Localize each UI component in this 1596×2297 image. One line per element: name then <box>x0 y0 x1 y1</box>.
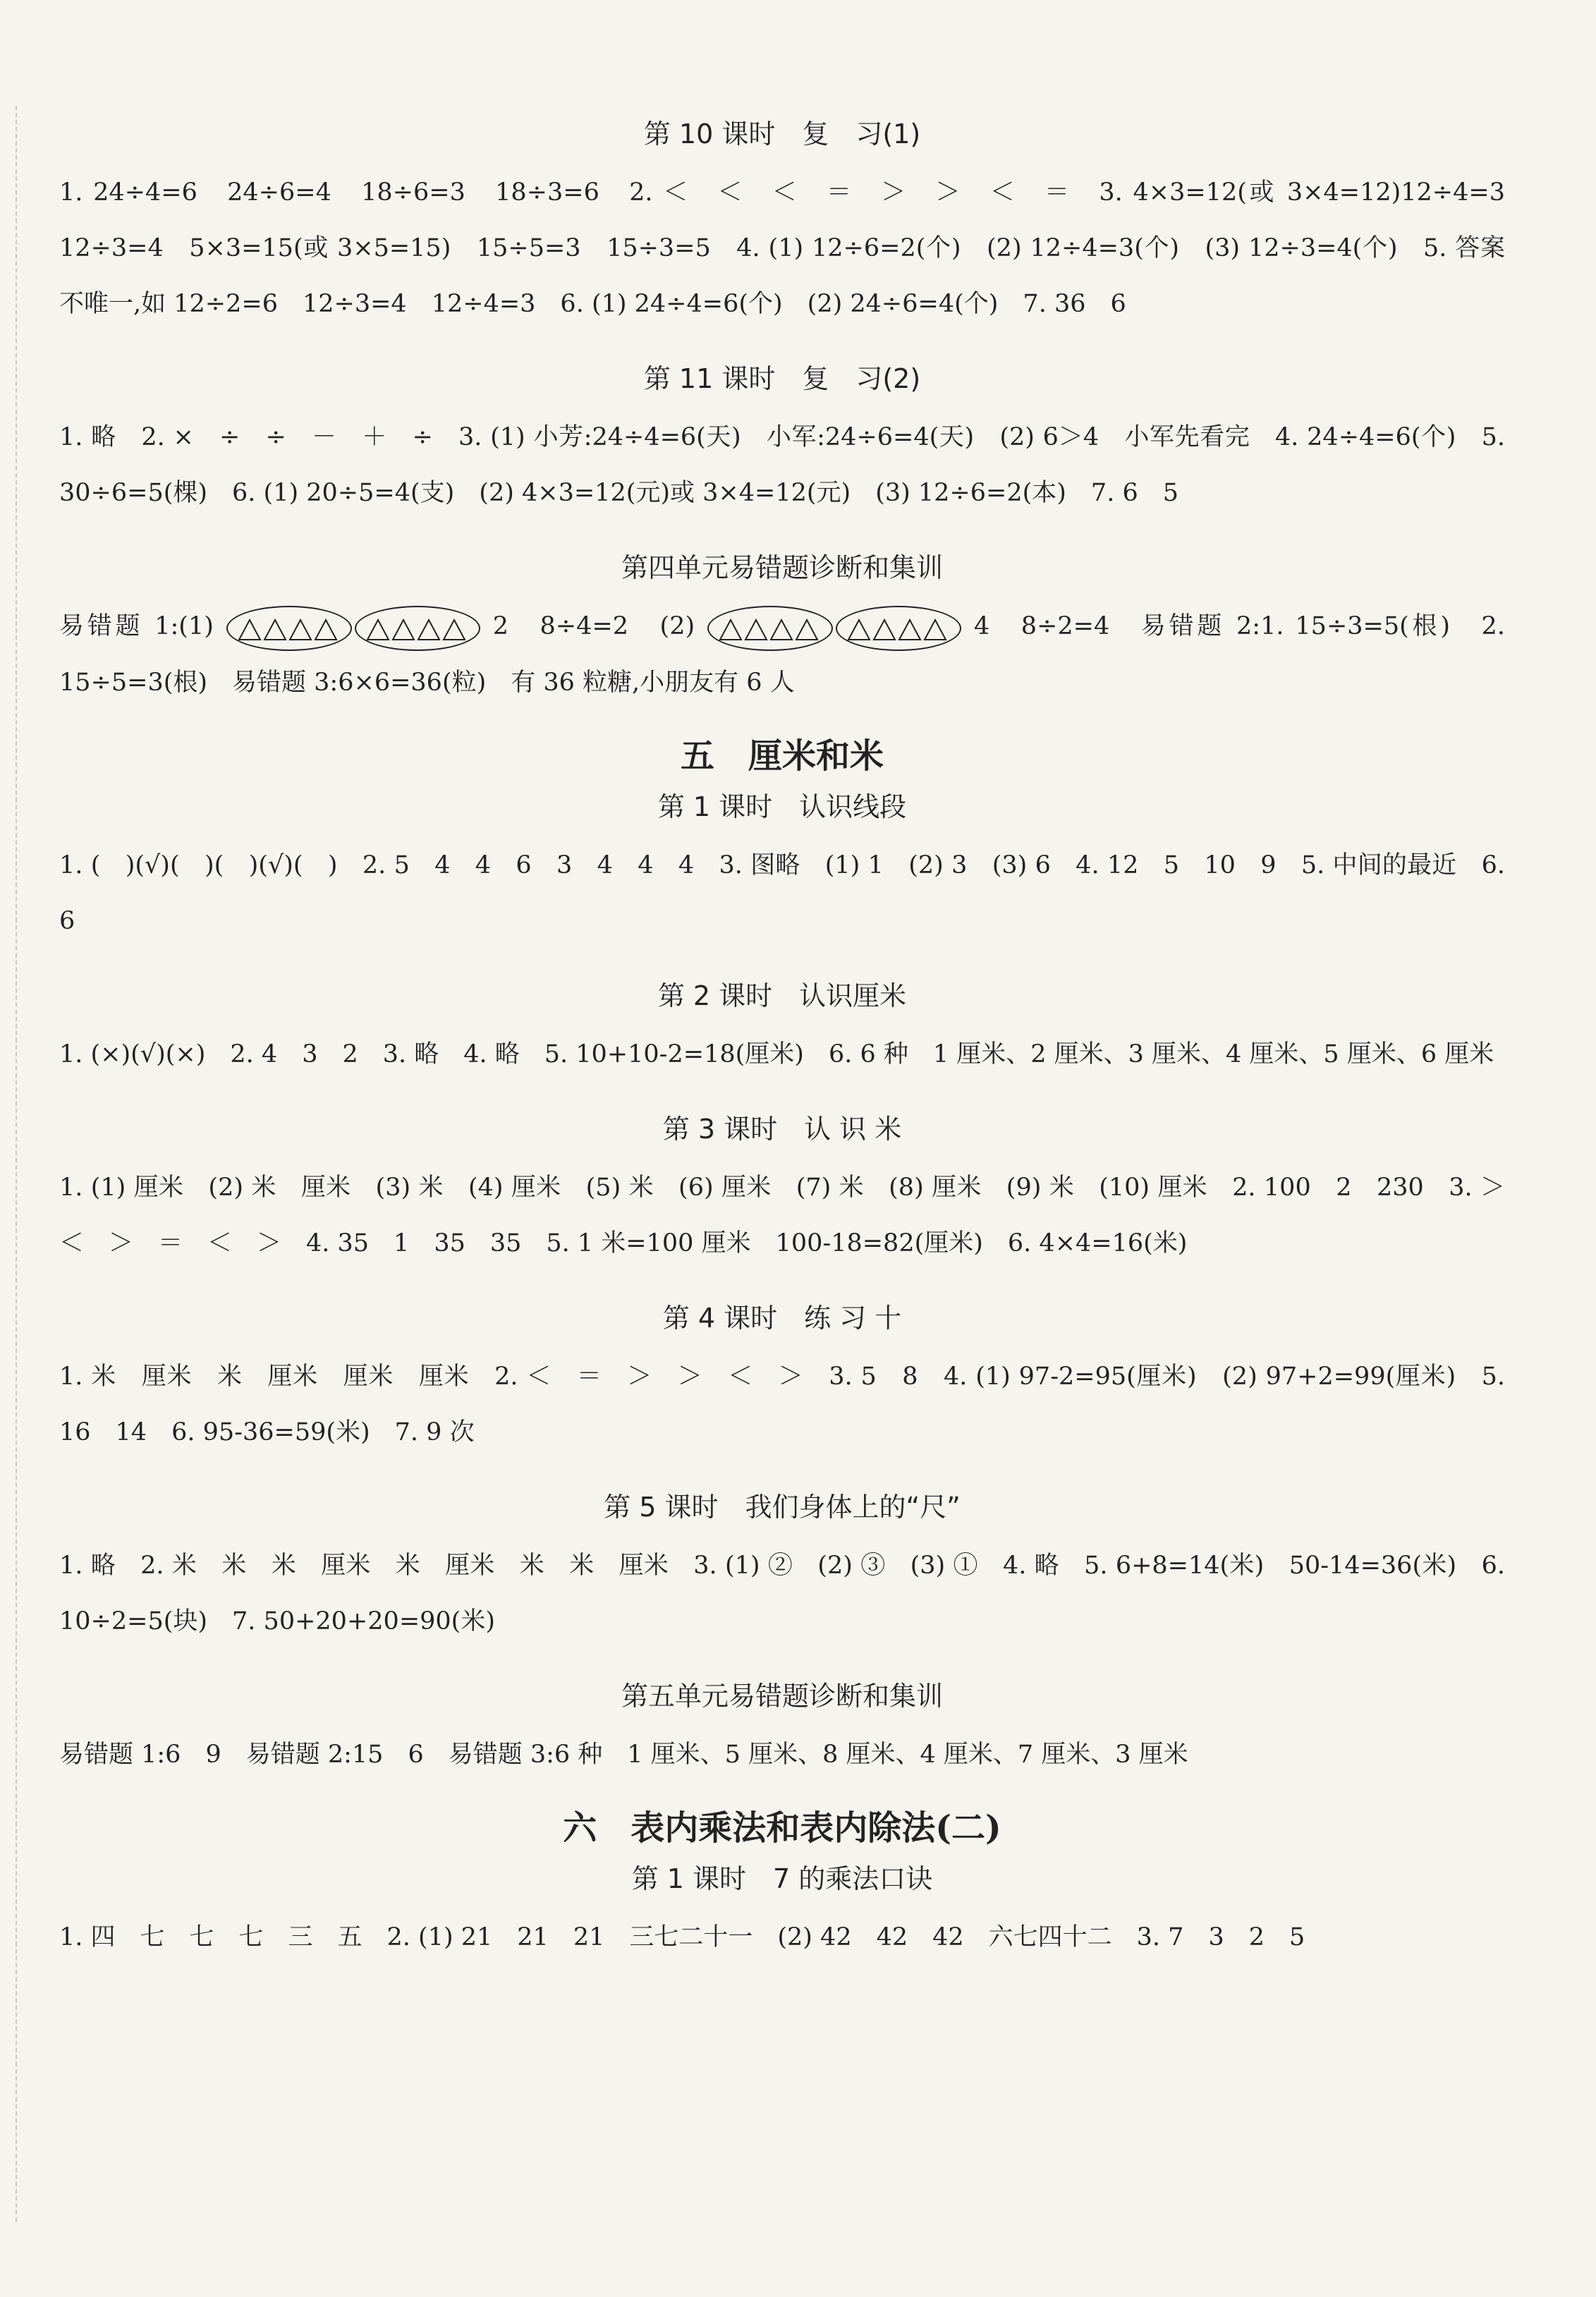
oval-group <box>836 606 961 651</box>
answer-text: 1. 24÷4=6 24÷6=4 18÷6=3 18÷3=6 2. ＜ ＜ ＜ ＝ ＞ ＞ ＜ ＝ 3. 4×3=12(或 3×4=12)12÷4=3 12÷3=4 5×3=15(或 3×5=15) 15÷5=3 15÷3=5 4. (1) 12÷6=2(个) (2) 12÷4=3(个) (3) 12÷3=4(个) 5. 答案不唯一,如 12÷2=6 12÷3=4 12÷4=3 6. (1) 24÷4=6(个) (2) 24÷6=4(个) 7. 36 6 <box>59 178 1530 318</box>
answer-text: 4 8÷2=4 易错题 2:1. 15÷3=5(根) 2. 15÷5=3(根) 易错题 3:6×6=36(粒) 有 36 粒糖,小朋友有 6 人 <box>59 612 1505 697</box>
answer-text: 易错题 1:(1) <box>59 612 214 640</box>
answer-text-with-diagram <box>59 599 1505 711</box>
unit-review-title: 第四单元易错题诊断和集训 <box>621 552 943 583</box>
answer-text: 1. ( )(√)( )( )(√)( ) 2. 5 4 4 6 3 4 4 4 3. 图略 (1) 1 (2) 3 (3) 6 4. 12 5 10 9 5. 中间的最近 6. 6 <box>59 851 1505 935</box>
chapter-title: 五 厘米和米 <box>680 736 884 776</box>
lesson-title: 第 1 课时 认识线段 <box>657 791 907 822</box>
answer-text: 易错题 1:6 9 易错题 2:15 6 易错题 3:6 种 1 厘米、5 厘米、8 厘米、4 厘米、7 厘米、3 厘米 <box>59 1741 1188 1769</box>
chapter-title: 六 表内乘法和表内除法(二) <box>563 1808 1001 1848</box>
triangle-groups-diagram-2 <box>706 599 963 655</box>
oval-group <box>707 606 833 651</box>
lesson-title: 第 4 课时 练 习 十 <box>662 1303 902 1334</box>
answer-text: 1. 略 2. 米 米 米 厘米 米 厘米 米 米 厘米 3. (1) ② (2) ③ (3) ① 4. 略 5. 6+8=14(米) 50-14=36(米) 6. 10÷2=5(块) 7. 50+20+20=90(米) <box>59 1552 1505 1635</box>
answer-text: 1. 四 七 七 七 三 五 2. (1) 21 21 21 三七二十一 (2) 42 42 42 六七四十二 3. 7 3 2 5 <box>59 1923 1305 1951</box>
answer-text: 1. 米 厘米 米 厘米 厘米 厘米 2. ＜ ＝ ＞ ＞ ＜ ＞ 3. 5 8 4. (1) 97-2=95(厘米) (2) 97+2=99(厘米) 5. 16 14 6. 95-36=59(米) 7. 9 次 <box>59 1363 1505 1446</box>
answer-text: 1. 略 2. × ÷ ÷ － ＋ ÷ 3. (1) 小芳:24÷4=6(天) 小军:24÷6=4(天) (2) 6＞4 小军先看完 4. 24÷4=6(个) 5. 30÷6=5(棵) 6. (1) 20÷5=4(支) (2) 4×3=12(元)或 3×4=12(元) (3) 12÷6=2(本) 7. 6 5 <box>59 423 1505 507</box>
triangle-groups-diagram-1 <box>225 599 482 655</box>
lesson-title: 第 2 课时 认识厘米 <box>657 980 907 1011</box>
lesson-title: 第 1 课时 7 的乘法口诀 <box>631 1863 933 1894</box>
lesson-title: 第 5 课时 我们身体上的“尺” <box>604 1492 961 1523</box>
binding-margin-line <box>16 106 17 2222</box>
answer-page <box>59 118 1530 1966</box>
lesson-title: 第 10 课时 复 习(1) <box>643 118 921 150</box>
answer-text: 1. (1) 厘米 (2) 米 厘米 (3) 米 (4) 厘米 (5) 米 (6) 厘米 (7) 米 (8) 厘米 (9) 米 (10) 厘米 2. 100 2 230 3. ＞ ＜ ＞ ＝ ＜ ＞ 4. 35 1 35 35 5. 1 米=100 厘米 100-18=82(厘米) 6. 4×4=16(米) <box>59 1174 1530 1257</box>
unit-review-title: 第五单元易错题诊断和集训 <box>621 1681 943 1712</box>
oval-group <box>355 606 480 651</box>
lesson-title: 第 11 课时 复 习(2) <box>643 363 921 394</box>
triangles-icon <box>719 619 824 641</box>
lesson-title: 第 3 课时 认 识 米 <box>662 1114 902 1145</box>
triangles-icon <box>238 619 343 641</box>
triangles-icon <box>366 619 472 641</box>
answer-text: 1. (×)(√)(×) 2. 4 3 2 3. 略 4. 略 5. 10+10-2=18(厘米) 6. 6 种 1 厘米、2 厘米、3 厘米、4 厘米、5 厘米、6 厘米 <box>59 1040 1494 1068</box>
oval-group <box>226 606 352 651</box>
triangles-icon <box>847 619 953 641</box>
answer-text: 2 8÷4=2 (2) <box>492 612 695 640</box>
